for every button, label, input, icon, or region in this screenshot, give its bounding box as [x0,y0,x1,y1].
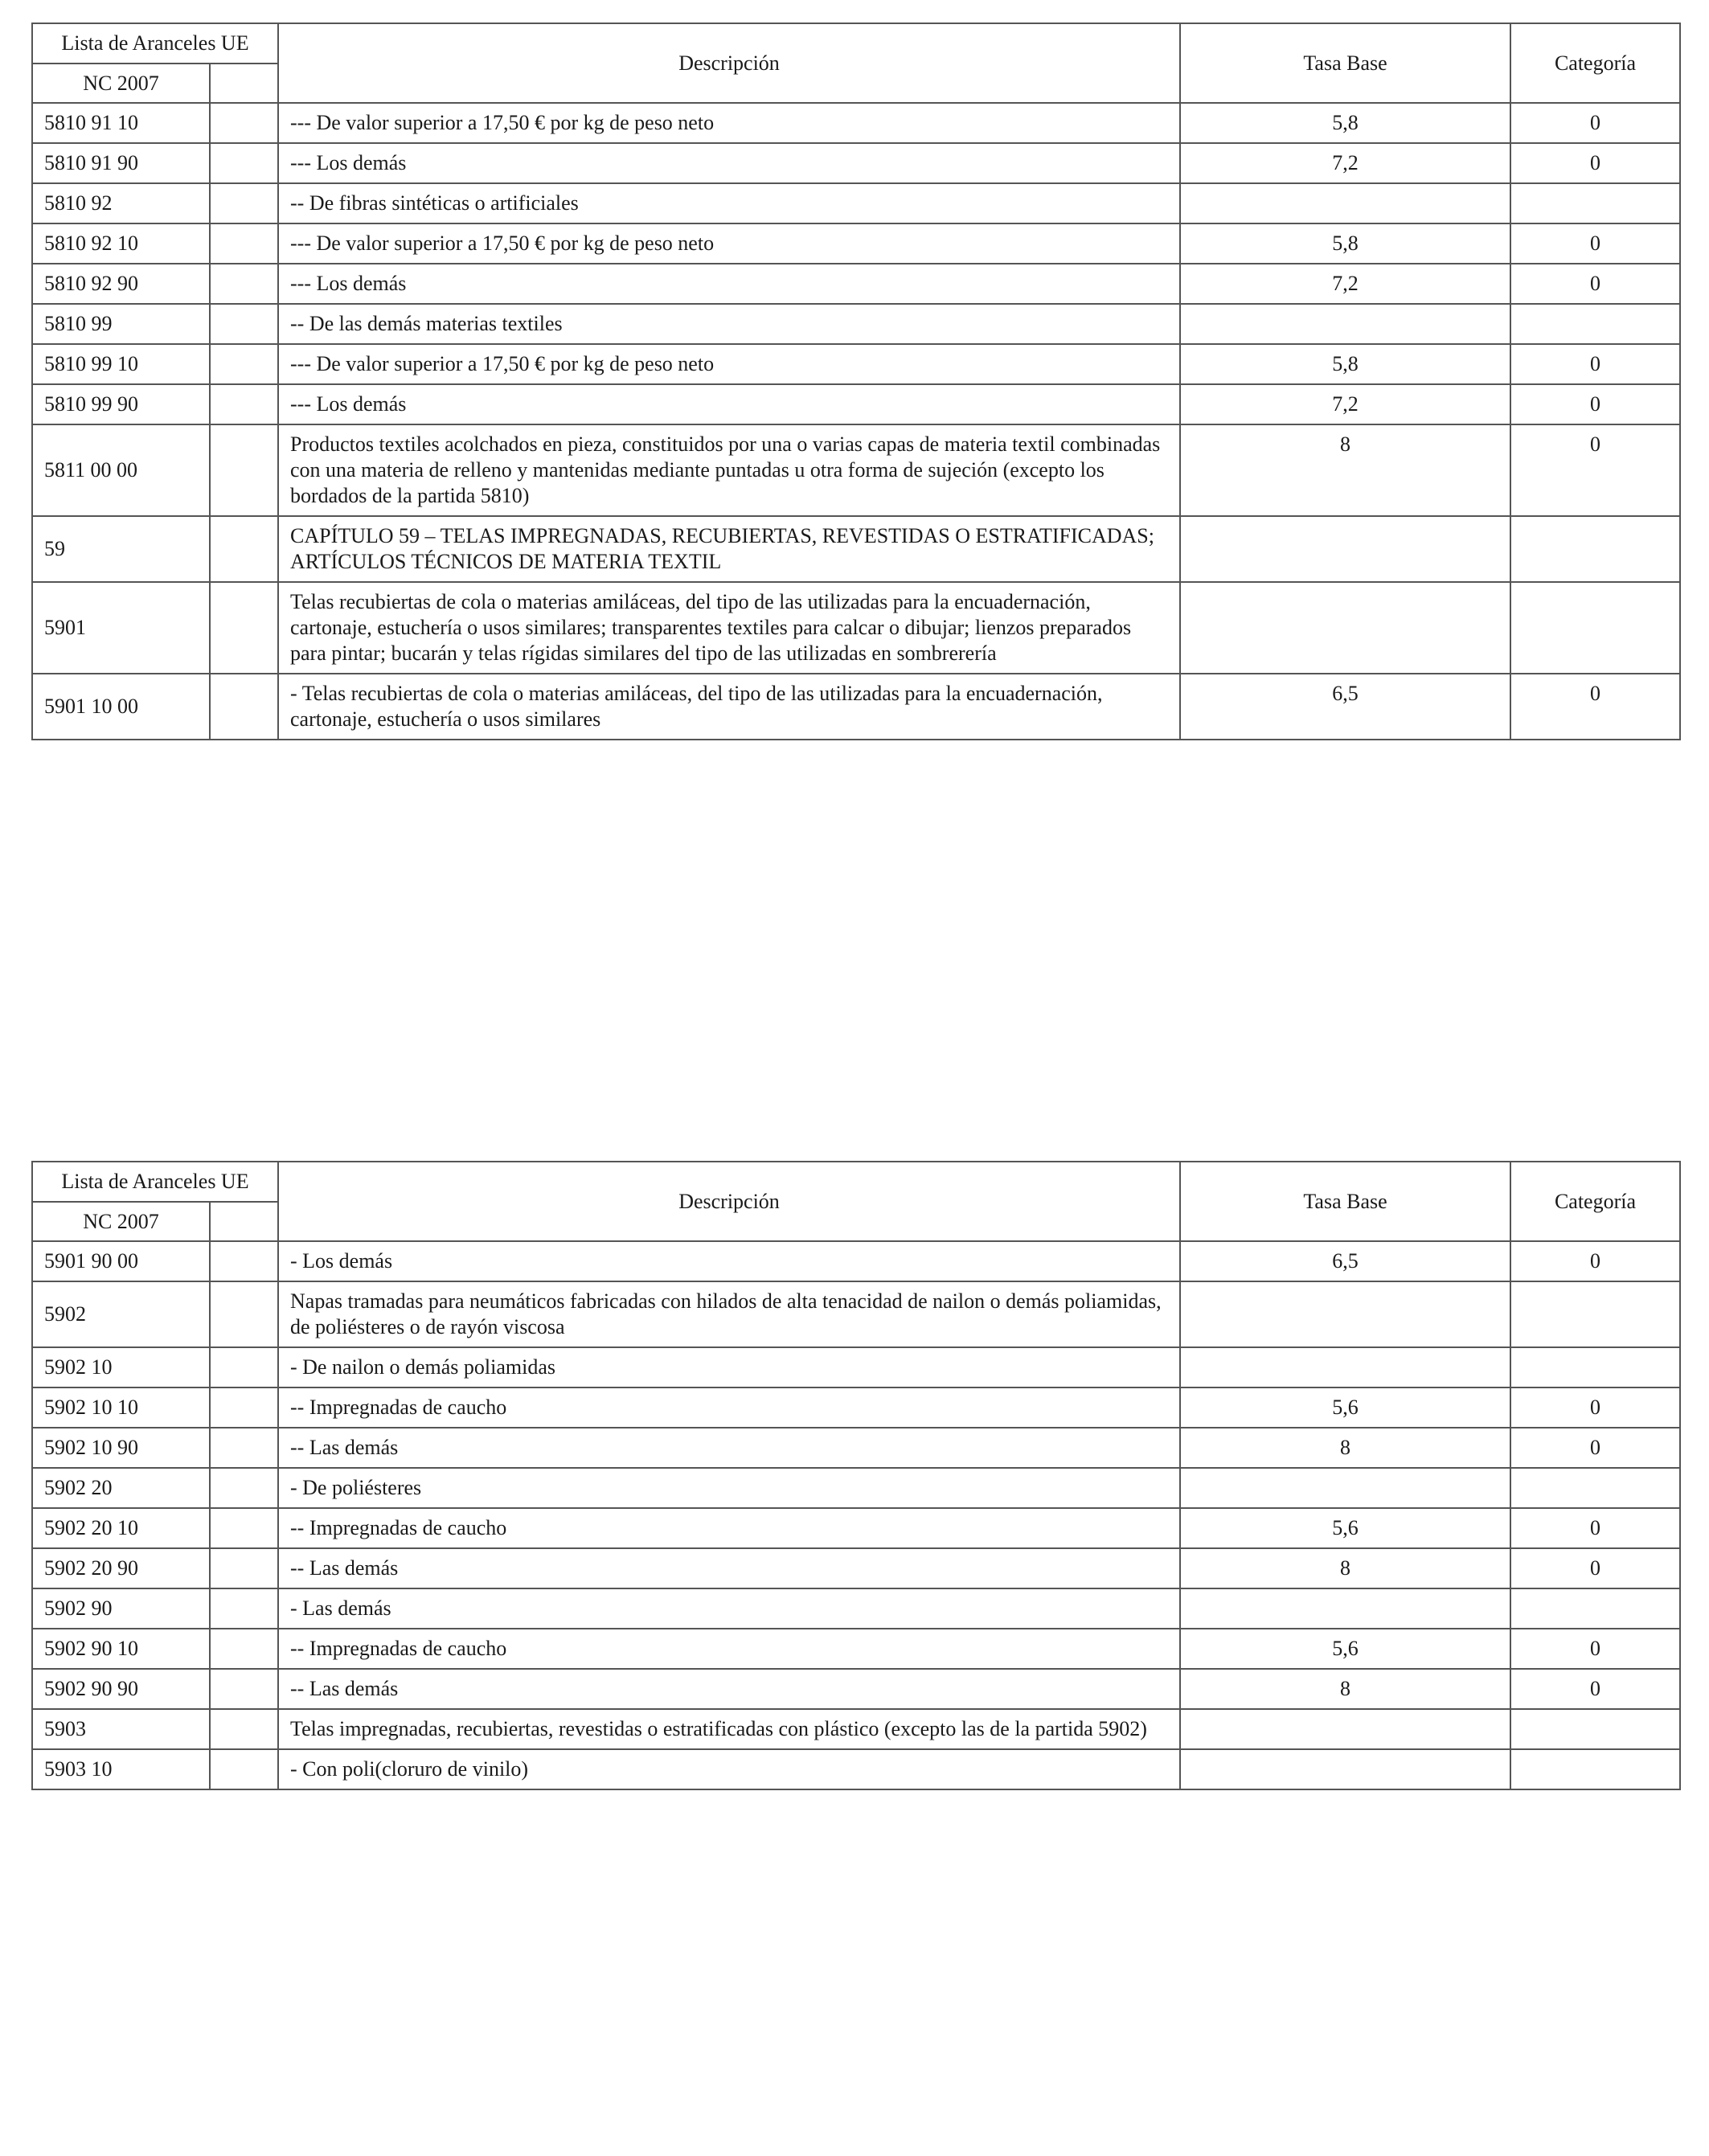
table-row [32,1548,1680,1588]
code-cell: 5810 91 10 [32,103,210,143]
rate-cell: 7,2 [1180,264,1510,304]
code-cell: 5810 92 [32,183,210,223]
rate-cell: 8 [1180,1548,1510,1588]
description-cell: --- De valor superior a 17,50 € por kg de peso neto [278,344,1180,384]
description-cell: - De nailon o demás poliamidas [278,1347,1180,1387]
description-cell: --- De valor superior a 17,50 € por kg de peso neto [278,223,1180,264]
rate-cell: 7,2 [1180,143,1510,183]
rate-cell [1180,304,1510,344]
header-rate: Tasa Base [1180,23,1510,103]
description-cell: --- Los demás [278,384,1180,424]
blank-cell [210,582,278,674]
table-row [32,304,1680,344]
header-list: Lista de Aranceles UE [32,23,278,64]
table-row [32,1281,1680,1347]
code-cell: 5903 [32,1709,210,1749]
table-row [32,183,1680,223]
category-cell: 0 [1510,103,1680,143]
code-cell: 5902 90 90 [32,1669,210,1709]
rate-cell: 7,2 [1180,384,1510,424]
table-row [32,1241,1680,1281]
code-cell: 5810 99 90 [32,384,210,424]
description-cell: - De poliésteres [278,1468,1180,1508]
blank-cell [210,1428,278,1468]
code-cell: 5810 92 90 [32,264,210,304]
rate-cell: 5,8 [1180,223,1510,264]
code-cell: 5902 20 10 [32,1508,210,1548]
description-cell: -- Impregnadas de caucho [278,1508,1180,1548]
rate-cell: 5,6 [1180,1387,1510,1428]
description-cell: Telas impregnadas, recubiertas, revestidas o estratificadas con plástico (excepto las de la partida 5902) [278,1709,1180,1749]
code-cell: 5903 10 [32,1749,210,1789]
blank-cell [210,1629,278,1669]
table-row [32,103,1680,143]
code-cell: 5902 90 [32,1588,210,1629]
rate-cell [1180,1468,1510,1508]
category-cell: 0 [1510,1548,1680,1588]
blank-cell [210,1508,278,1548]
code-cell: 5810 91 90 [32,143,210,183]
table-row [32,1749,1680,1789]
rate-cell: 5,8 [1180,103,1510,143]
blank-cell [210,143,278,183]
blank-cell [210,103,278,143]
rate-cell: 8 [1180,1428,1510,1468]
blank-cell [210,1749,278,1789]
table-row [32,1629,1680,1669]
code-cell: 59 [32,516,210,582]
category-cell: 0 [1510,1508,1680,1548]
category-cell: 0 [1510,384,1680,424]
category-cell: 0 [1510,223,1680,264]
category-cell: 0 [1510,424,1680,516]
table-row [32,344,1680,384]
rate-cell: 5,8 [1180,344,1510,384]
code-cell: 5902 10 [32,1347,210,1387]
rate-cell: 5,6 [1180,1508,1510,1548]
rate-cell: 5,6 [1180,1629,1510,1669]
table-row [32,1347,1680,1387]
category-cell: 0 [1510,143,1680,183]
blank-cell [210,1709,278,1749]
code-cell: 5901 10 00 [32,674,210,740]
category-cell [1510,1588,1680,1629]
blank-cell [210,1588,278,1629]
header-description: Descripción [278,1162,1180,1241]
description-cell: -- De las demás materias textiles [278,304,1180,344]
rate-cell [1180,1281,1510,1347]
code-cell: 5902 20 90 [32,1548,210,1588]
blank-cell [210,424,278,516]
category-cell [1510,183,1680,223]
blank-cell [210,264,278,304]
table-row [32,516,1680,582]
code-cell: 5902 10 90 [32,1428,210,1468]
code-cell: 5901 90 00 [32,1241,210,1281]
rate-cell [1180,1709,1510,1749]
header-blank [210,64,278,103]
table-row [32,384,1680,424]
blank-cell [210,384,278,424]
header-category: Categoría [1510,1162,1680,1241]
tariff-table-1 [31,23,1681,740]
table-row [32,674,1680,740]
description-cell: --- Los demás [278,264,1180,304]
description-cell: - Telas recubiertas de cola o materias amiláceas, del tipo de las utilizadas para la encuadernación, cartonaje, estuchería o usos similares [278,674,1180,740]
rate-cell [1180,1588,1510,1629]
code-cell: 5810 99 [32,304,210,344]
category-cell [1510,1749,1680,1789]
table-row [32,264,1680,304]
category-cell: 0 [1510,1428,1680,1468]
rate-cell: 8 [1180,424,1510,516]
table-body [32,103,1680,740]
blank-cell [210,1548,278,1588]
description-cell: -- Impregnadas de caucho [278,1387,1180,1428]
code-cell: 5810 99 10 [32,344,210,384]
rate-cell [1180,1347,1510,1387]
description-cell: --- Los demás [278,143,1180,183]
header-rate: Tasa Base [1180,1162,1510,1241]
category-cell [1510,304,1680,344]
category-cell [1510,1709,1680,1749]
blank-cell [210,344,278,384]
table-row [32,1709,1680,1749]
description-cell: -- Impregnadas de caucho [278,1629,1180,1669]
category-cell: 0 [1510,1669,1680,1709]
code-cell: 5902 90 10 [32,1629,210,1669]
code-cell: 5902 20 [32,1468,210,1508]
table-row [32,143,1680,183]
category-cell: 0 [1510,1241,1680,1281]
category-cell: 0 [1510,344,1680,384]
category-cell: 0 [1510,264,1680,304]
blank-cell [210,1387,278,1428]
description-cell: -- De fibras sintéticas o artificiales [278,183,1180,223]
rate-cell: 6,5 [1180,1241,1510,1281]
blank-cell [210,223,278,264]
description-cell: --- De valor superior a 17,50 € por kg de peso neto [278,103,1180,143]
description-cell: CAPÍTULO 59 – TELAS IMPREGNADAS, RECUBIERTAS, REVESTIDAS O ESTRATIFICADAS; ARTÍCULOS TÉCNICOS DE MATERIA TEXTIL [278,516,1180,582]
description-cell: - Los demás [278,1241,1180,1281]
rate-cell [1180,516,1510,582]
table-row [32,1468,1680,1508]
code-cell: 5902 [32,1281,210,1347]
header-category: Categoría [1510,23,1680,103]
blank-cell [210,304,278,344]
header-list: Lista de Aranceles UE [32,1162,278,1202]
description-cell: Telas recubiertas de cola o materias amiláceas, del tipo de las utilizadas para la encuadernación, cartonaje, estuchería o usos similares; transparentes textiles para calcar o dibujar; lienzos preparados para pintar; bucarán y telas rígidas similares del tipo de las utilizadas en sombrerería [278,582,1180,674]
description-cell: -- Las demás [278,1669,1180,1709]
tariff-table-2 [31,1161,1681,1790]
category-cell [1510,582,1680,674]
table-row [32,424,1680,516]
table-row [32,1588,1680,1629]
description-cell: Productos textiles acolchados en pieza, constituidos por una o varias capas de materia textil combinadas con una materia de relleno y mantenidas mediante puntadas u otra forma de sujeción (excepto los bordados de la partida 5810) [278,424,1180,516]
blank-cell [210,516,278,582]
rate-cell: 6,5 [1180,674,1510,740]
rate-cell: 8 [1180,1669,1510,1709]
description-cell: -- Las demás [278,1428,1180,1468]
table-row [32,1669,1680,1709]
rate-cell [1180,1749,1510,1789]
blank-cell [210,183,278,223]
table-body [32,1241,1680,1789]
header-blank [210,1202,278,1241]
blank-cell [210,1669,278,1709]
description-cell: - Con poli(cloruro de vinilo) [278,1749,1180,1789]
category-cell: 0 [1510,1629,1680,1669]
code-cell: 5902 10 10 [32,1387,210,1428]
code-cell: 5810 92 10 [32,223,210,264]
code-cell: 5811 00 00 [32,424,210,516]
table-row [32,1508,1680,1548]
category-cell: 0 [1510,674,1680,740]
category-cell [1510,1347,1680,1387]
header-description: Descripción [278,23,1180,103]
category-cell [1510,1468,1680,1508]
blank-cell [210,1468,278,1508]
blank-cell [210,1347,278,1387]
code-cell: 5901 [32,582,210,674]
table-row [32,1387,1680,1428]
blank-cell [210,1281,278,1347]
category-cell [1510,516,1680,582]
rate-cell [1180,183,1510,223]
description-cell: - Las demás [278,1588,1180,1629]
table-row [32,582,1680,674]
header-nc: NC 2007 [32,64,210,103]
blank-cell [210,674,278,740]
category-cell [1510,1281,1680,1347]
table-row [32,1428,1680,1468]
header-nc: NC 2007 [32,1202,210,1241]
blank-cell [210,1241,278,1281]
description-cell: Napas tramadas para neumáticos fabricadas con hilados de alta tenacidad de nailon o demás poliamidas, de poliésteres o de rayón viscosa [278,1281,1180,1347]
category-cell: 0 [1510,1387,1680,1428]
description-cell: -- Las demás [278,1548,1180,1588]
rate-cell [1180,582,1510,674]
table-row [32,223,1680,264]
